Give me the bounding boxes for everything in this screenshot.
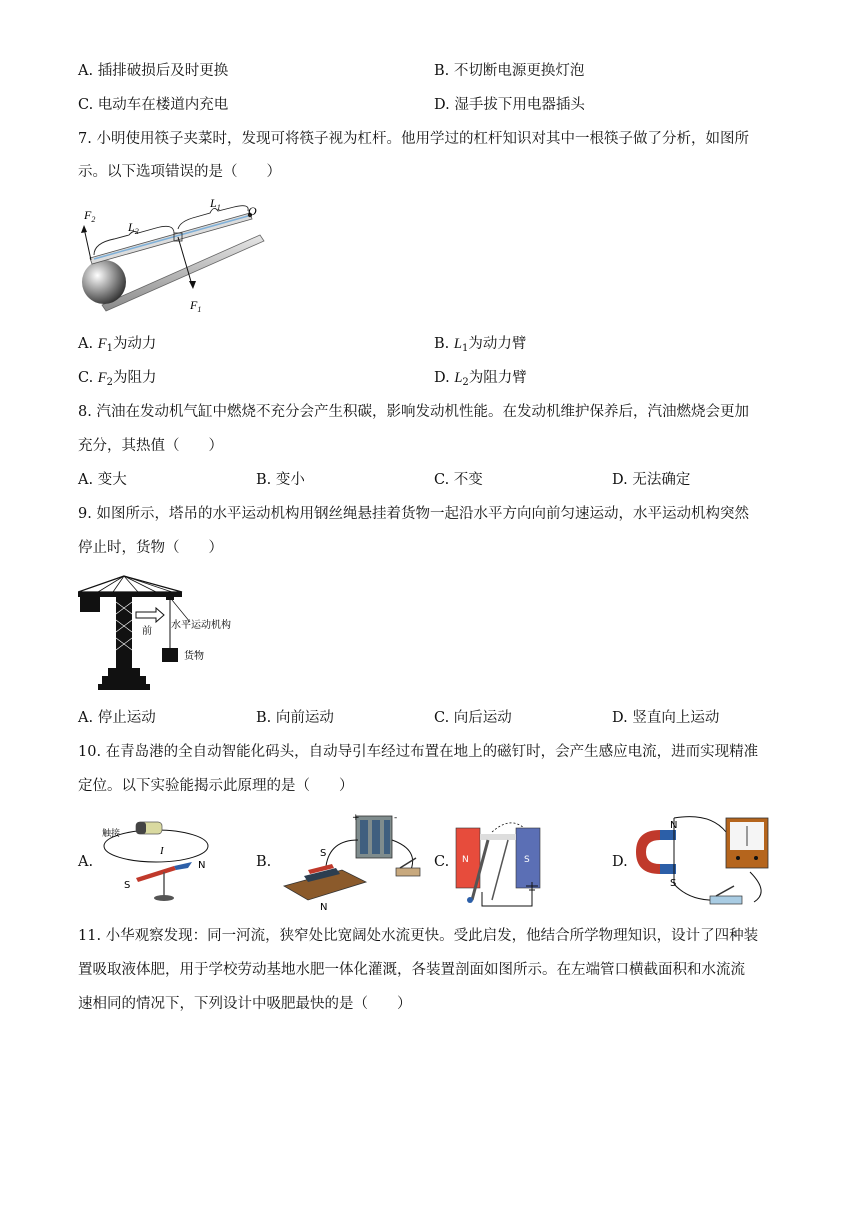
- q6-option-d: D. 湿手拔下用电器插头: [434, 97, 585, 113]
- q11-stem-line1: 11. 小华观察发现：同一河流，狭窄处比宽阔处水流更快。受此启发，他结合所学物理知识，设计了四种装: [78, 928, 759, 944]
- q10-stem-line1: 10. 在青岛港的全自动智能化码头，自动导引车经过布置在地上的磁钉时，会产生感应电流，进而实现精准: [78, 744, 759, 760]
- q11-stem-line3: 速相同的情况下，下列设计中吸肥最快的是（ ）: [78, 996, 412, 1012]
- food-ball: [82, 260, 126, 304]
- q7-option-c: C. $F_2$为阻力: [78, 370, 157, 388]
- galvanometer-figure: [630, 812, 780, 912]
- oersted-experiment-figure: [96, 810, 216, 906]
- induction-rod-figure: [452, 820, 562, 912]
- label-n-c: N: [462, 855, 469, 865]
- q10-option-a-label: A.: [78, 854, 94, 870]
- q8-stem-line1: 8. 汽油在发动机气缸中燃烧不充分会产生积碳，影响发动机性能。在发动机维护保养后，汽油燃烧会更加: [78, 404, 749, 420]
- q9-option-b: B. 向前运动: [256, 710, 334, 726]
- label-front: 前: [142, 626, 152, 637]
- q6-option-b: B. 不切断电源更换灯泡: [434, 63, 585, 79]
- label-f1: $F_1$: [190, 298, 202, 314]
- label-l2: $L_2$: [128, 220, 139, 236]
- q7-option-a: A. $F_1$为动力: [78, 336, 157, 354]
- q10-option-d-label: D.: [612, 854, 628, 870]
- q6-option-c: C. 电动车在楼道内充电: [78, 97, 229, 113]
- motor-experiment-figure: [280, 810, 430, 910]
- q8-option-b: B. 变小: [256, 472, 305, 488]
- label-n-d: N: [670, 820, 678, 831]
- q10-option-c-label: C.: [434, 854, 450, 870]
- q8-option-d: D. 无法确定: [612, 472, 691, 488]
- label-f2: $F_2$: [84, 208, 96, 224]
- q9-option-a: A. 停止运动: [78, 710, 156, 726]
- q6-option-a: A. 插排破损后及时更换: [78, 63, 229, 79]
- q8-option-a: A. 变大: [78, 472, 127, 488]
- label-s: S: [124, 880, 131, 891]
- q7-option-b: B. $L_1$为动力臂: [434, 336, 527, 354]
- label-minus: -: [394, 813, 398, 823]
- label-s-d: S: [670, 878, 677, 889]
- q7-option-d: D. $L_2$为阻力臂: [434, 370, 527, 388]
- label-mechanism: 水平运动机构: [171, 620, 231, 631]
- chopstick-lever-figure: [74, 195, 274, 320]
- label-n: N: [198, 860, 206, 871]
- label-n-b: N: [320, 902, 328, 910]
- q9-stem-line1: 9. 如图所示，塔吊的水平运动机构用钢丝绳悬挂着货物一起沿水平方向向前匀速运动，水平运动机构突然: [78, 506, 749, 522]
- label-touch: 触接: [102, 829, 121, 839]
- label-s-c: S: [524, 855, 530, 865]
- q7-stem-line2: 示。以下选项错误的是（ ）: [78, 164, 281, 180]
- q8-stem-line2: 充分，其热值（ ）: [78, 438, 223, 454]
- label-cargo: 货物: [184, 651, 204, 662]
- tower-crane-figure: [78, 572, 258, 696]
- q9-option-d: D. 竖直向上运动: [612, 710, 720, 726]
- label-current: I: [160, 845, 164, 857]
- q10-stem-line2: 定位。以下实验能揭示此原理的是（ ）: [78, 778, 354, 794]
- q9-stem-line2: 停止时，货物（ ）: [78, 540, 223, 556]
- label-s-b: S: [320, 848, 327, 859]
- q7-stem-line1: 7. 小明使用筷子夹菜时，发现可将筷子视为杠杆。他用学过的杠杆知识对其中一根筷子做了分析，如图所: [78, 131, 749, 147]
- label-plus: +: [352, 813, 360, 823]
- q9-option-c: C. 向后运动: [434, 710, 512, 726]
- cargo-block: [162, 648, 178, 662]
- q11-stem-line2: 置吸取液体肥，用于学校劳动基地水肥一体化灌溉，各装置剖面如图所示。在左端管口横截面积和水流流: [78, 962, 745, 978]
- q8-option-c: C. 不变: [434, 472, 483, 488]
- label-l1: $L_1$: [210, 196, 221, 212]
- q10-option-b-label: B.: [256, 854, 272, 870]
- label-o: O: [248, 204, 257, 218]
